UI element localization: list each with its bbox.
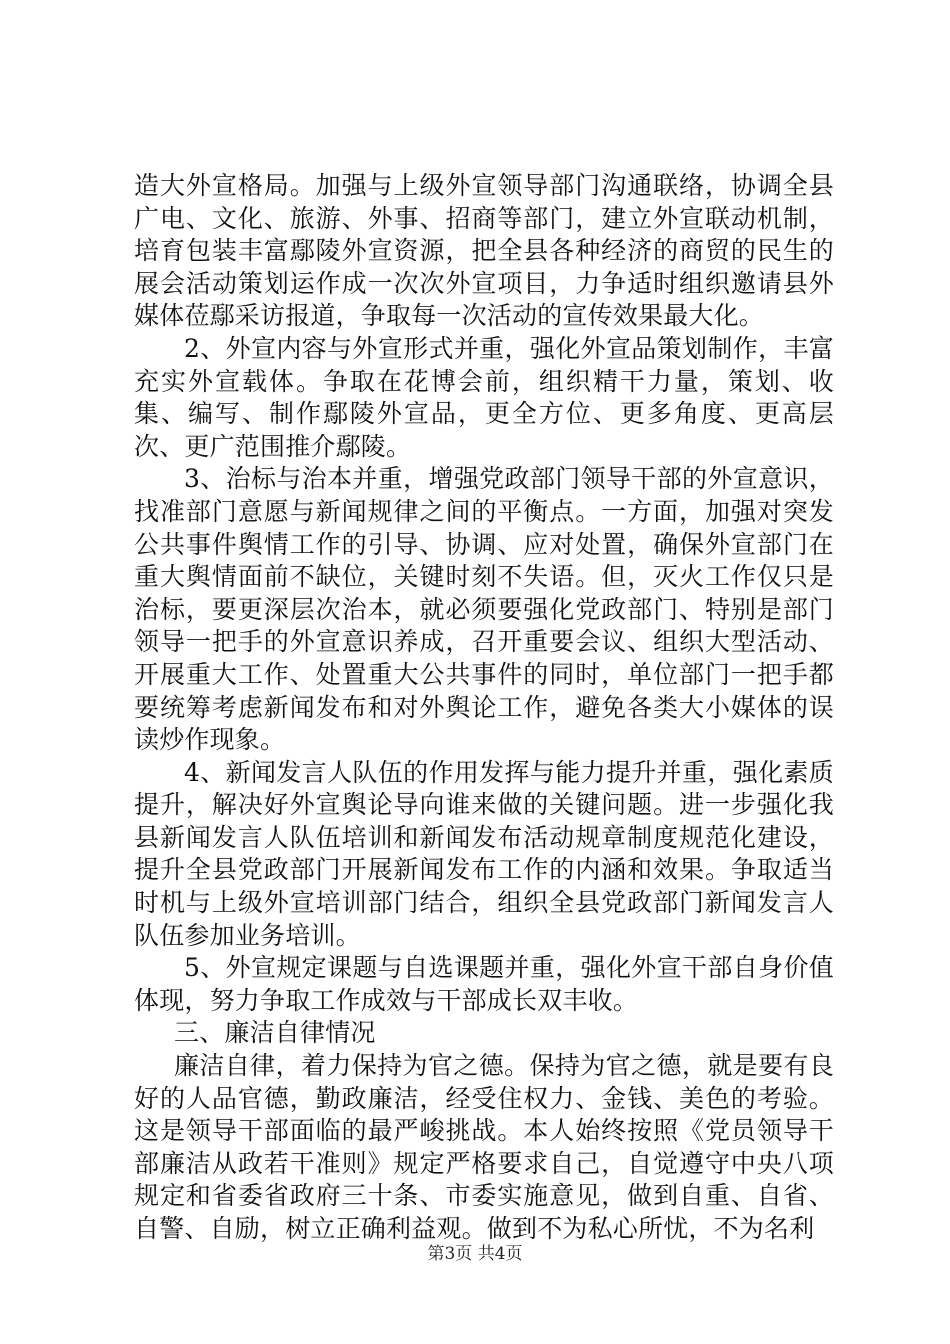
- paragraph-item-2: 2、外宣内容与外宣形式并重，强化外宣品策划制作，丰富充实外宣载体。争取在花博会前，组织精干力量，策划、收集、编写、制作鄢陵外宣品，更全方位、更多角度、更高层次、更广范围推介鄢陵。: [134, 333, 834, 461]
- paragraph-item-3: 3、治标与治本并重，增强党政部门领导干部的外宣意识，找准部门意愿与新闻规律之间的平衡点。一方面，加强对突发公共事件舆情工作的引导、协调、应对处置，确保外宣部门在重大舆情面前不缺位，关键时刻不失语。但，灭火工作仅只是治标，要更深层次治本，就必须要强化党政部门、特别是部门领导一把手的外宣意识养成，召开重要会议、组织大型活动、开展重大工作、处置重大公共事件的同时，单位部门一把手都要统筹考虑新闻发布和对外舆论工作，避免各类大小媒体的误读炒作现象。: [134, 464, 834, 755]
- paragraph-item-5: 5、外宣规定课题与自选课题并重，强化外宣干部自身价值体现，努力争取工作成效与干部成长双丰收。: [134, 953, 834, 1015]
- paragraph-continuation: 造大外宣格局。加强与上级外宣领导部门沟通联络，协调全县广电、文化、旅游、外事、招商等部门，建立外宣联动机制，培育包装丰富鄢陵外宣资源，把全县各种经济的商贸的民生的展会活动策划运作成一次次外宣项目，力争适时组织邀请县外媒体莅鄢采访报道，争取每一次活动的宣传效果最大化。: [134, 171, 834, 331]
- section-heading-integrity: 三、廉洁自律情况: [174, 1018, 376, 1048]
- paragraph-integrity: 廉洁自律，着力保持为官之德。保持为官之德，就是要有良好的人品官德，勤政廉洁，经受住权力、金钱、美色的考验。这是领导干部面临的最严峻挑战。本人始终按照《党员领导干部廉洁从政若干准则》规定严格要求自己，自觉遵守中央八项规定和省委省政府三十条、市委实施意见，做到自重、自省、自警、自励，树立正确利益观。做到不为私心所忧，不为名利: [134, 1051, 834, 1243]
- document-body: [134, 170, 834, 1246]
- page-number-footer: 第3页 共4页: [427, 1244, 523, 1264]
- paragraph-item-4: 4、新闻发言人队伍的作用发挥与能力提升并重，强化素质提升，解决好外宣舆论导向谁来做的关键问题。进一步强化我县新闻发言人队伍培训和新闻发布活动规章制度规范化建设，提升全县党政部门开展新闻发布工作的内涵和效果。争取适当时机与上级外宣培训部门结合，组织全县党政部门新闻发言人队伍参加业务培训。: [134, 757, 834, 950]
